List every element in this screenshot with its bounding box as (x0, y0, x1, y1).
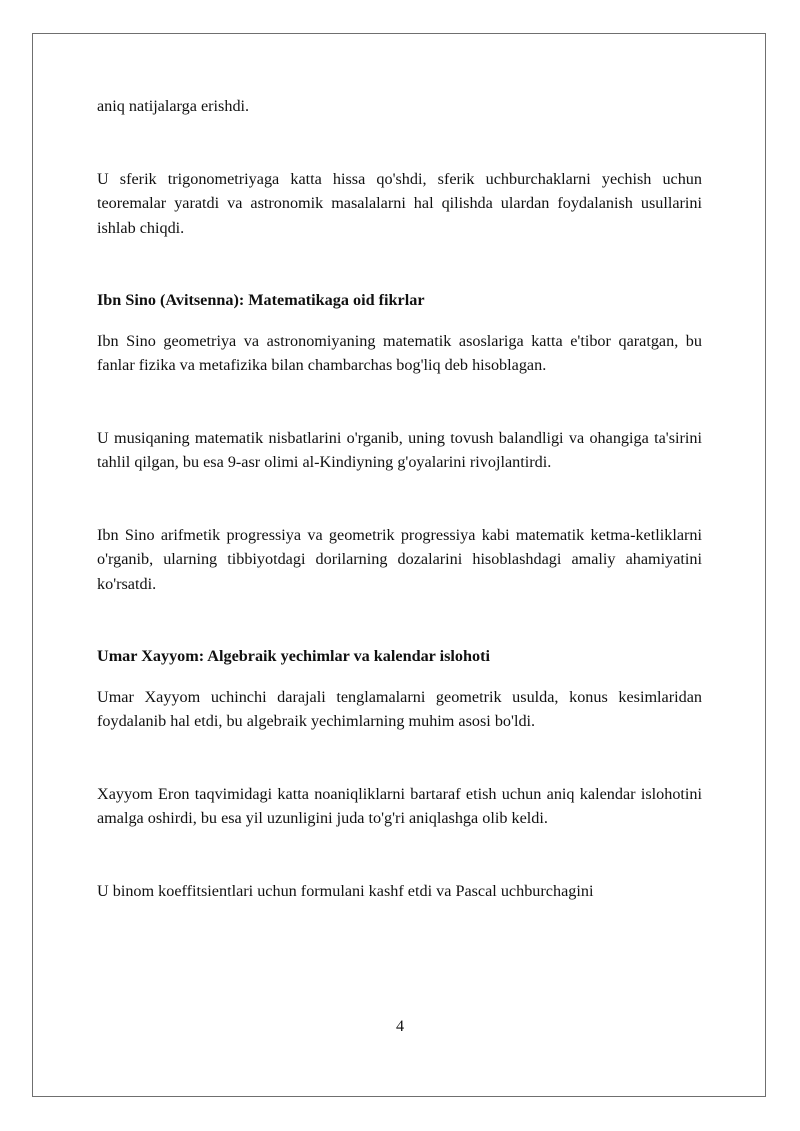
page-content (97, 94, 702, 903)
paragraph-xayyom-cubic-equations: Umar Xayyom uchinchi darajali tenglamalarni geometrik usulda, konus kesimlaridan foydalanib hal etdi, bu algebraik yechimlarning muhim asosi bo'ldi. (97, 687, 702, 730)
section-heading-ibn-sino: Ibn Sino (Avitsenna): Matematikaga oid fikrlar (97, 291, 425, 309)
paragraph-ibn-sino-music: U musiqaning matematik nisbatlarini o'rganib, uning tovush balandligi va ohangiga ta'sirini tahlil qilgan, bu esa 9-asr olimi al-Kindiyning g'oyalarini rivojlantirdi. (97, 428, 702, 471)
section-heading-umar-xayyom: Umar Xayyom: Algebraik yechimlar va kalendar islohoti (97, 647, 490, 665)
paragraph-ibn-sino-geometry: Ibn Sino geometriya va astronomiyaning matematik asoslariga katta e'tibor qaratgan, bu fanlar fizika va metafizika bilan chambarchas bog'liq deb hisoblagan. (97, 331, 702, 374)
paragraph-xayyom-binomial: U binom koeffitsientlari uchun formulani kashf etdi va Pascal uchburchagini (97, 881, 594, 900)
paragraph-spherical-trigonometry: U sferik trigonometriyaga katta hissa qo'shdi, sferik uchburchaklarni yechish uchun teoremalar yaratdi va astronomik masalalarni hal qilishda ulardan foydalanish usullarini ishlab chiqdi. (97, 169, 702, 237)
paragraph-xayyom-calendar: Xayyom Eron taqvimidagi katta noaniqliklarni bartaraf etish uchun aniq kalendar islohotini amalga oshirdi, bu esa yil uzunligini juda to'g'ri aniqlashga olib keldi. (97, 784, 702, 827)
paragraph-ibn-sino-progressions: Ibn Sino arifmetik progressiya va geometrik progressiya kabi matematik ketma-ketliklarni o'rganib, ularning tibbiyotdagi dorilarning dozalarini hisoblashdagi amaliy ahamiyatini ko'rsatdi. (97, 525, 702, 593)
paragraph-continuation: aniq natijalarga erishdi. (97, 97, 250, 115)
page-number: 4 (395, 1017, 405, 1035)
